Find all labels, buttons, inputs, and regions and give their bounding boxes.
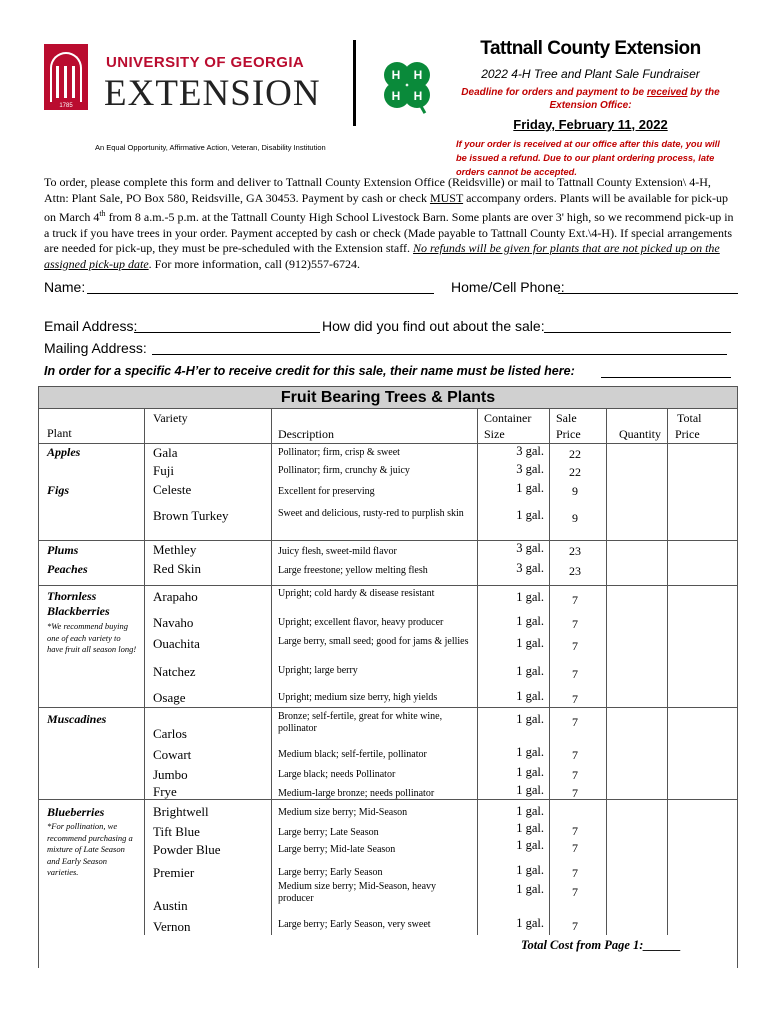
container-size: 3 gal. bbox=[516, 444, 544, 458]
container-size: 1 gal. bbox=[516, 821, 544, 835]
variety-description: Medium-large bronze; needs pollinator bbox=[278, 788, 435, 799]
svg-text:H: H bbox=[413, 89, 423, 103]
container-size: 1 gal. bbox=[516, 590, 544, 604]
variety-description: Upright; large berry bbox=[278, 665, 358, 676]
sale-price: 7 bbox=[572, 768, 578, 782]
order-instructions: To order, please complete this form and deliver to Tattnall County Extension Office (Reidsville) or mail to Tattnall County Extension\ 4-H, Attn: Plant Sale, PO Box 580, Reidsville, GA 30453. Payment by cash or check MUST accompany orders. Plants will be available for pick-up on March 4th from 8 a.m.-5 p.m. at the Tattnall County High School Livestock Barn. Some plants are over 3' high, so we recommend pick-up in a truck if you have trees in your order. Payment accepted by cash or check (Made payable to Tattnall County Ext.\4-H). If special arrangements are needed for pick-up, they must be pre-scheduled with the Extension staff. No refunds will be given for plants that are not picked up on the assigned pick-up date. For more information, call (912)557-6724. bbox=[44, 175, 734, 271]
name-label: Name: bbox=[44, 279, 86, 295]
svg-text:H: H bbox=[413, 68, 423, 82]
variety-name: Austin bbox=[153, 898, 188, 913]
mailing-address-input-line[interactable] bbox=[152, 354, 727, 355]
header-quantity: Quantity bbox=[619, 427, 661, 441]
header-info bbox=[448, 38, 733, 179]
no-refunds-policy: No refunds will be given for plants that are not picked up on the assigned pick-up date bbox=[44, 241, 720, 271]
container-size: 1 gal. bbox=[516, 765, 544, 779]
container-size: 1 gal. bbox=[516, 664, 544, 678]
variety-name: Ouachita bbox=[153, 636, 200, 651]
variety-description: Upright; medium size berry, high yields bbox=[278, 692, 438, 703]
header-divider bbox=[353, 40, 356, 126]
group-peaches: Peaches bbox=[47, 562, 88, 576]
variety-name: Arapaho bbox=[153, 589, 198, 604]
sale-price: 7 bbox=[572, 841, 578, 855]
container-size: 1 gal. bbox=[516, 481, 544, 495]
table-title: Fruit Bearing Trees & Plants bbox=[39, 387, 737, 409]
variety-description: Large freestone; yellow melting flesh bbox=[278, 565, 428, 576]
container-size: 3 gal. bbox=[516, 561, 544, 575]
container-size: 1 gal. bbox=[516, 689, 544, 703]
logo-year: 1785 bbox=[59, 103, 73, 109]
sale-price: 7 bbox=[572, 715, 578, 729]
container-size: 1 gal. bbox=[516, 745, 544, 759]
deadline-date: Friday, February 11, 2022 bbox=[513, 117, 668, 132]
group-blackberries: Thornless Blackberries bbox=[47, 589, 110, 618]
variety-description: Pollinator; firm, crisp & sweet bbox=[278, 447, 400, 458]
late-order-notice: If your order is received at our office after this date, you will be issued a refund. Due to our plant ordering process, late orders cannot be accepted. bbox=[456, 139, 720, 177]
variety-description: Large berry; Late Season bbox=[278, 827, 379, 838]
email-label: Email Address: bbox=[44, 318, 138, 334]
4h-clover-icon bbox=[377, 55, 437, 115]
deadline-notice: Deadline for orders and payment to be received by the Extension Office: bbox=[461, 87, 720, 111]
header-total: Total bbox=[677, 411, 702, 425]
blueberries-note: *For pollination, we recommend purchasing a mixture of Late Season and Early Season varieties. bbox=[47, 821, 133, 877]
variety-description: Juicy flesh, sweet-mild flavor bbox=[278, 546, 397, 557]
variety-description: Pollinator; firm, crunchy & juicy bbox=[278, 465, 410, 476]
sale-price: 7 bbox=[572, 786, 578, 800]
sale-price: 7 bbox=[572, 667, 578, 681]
variety-name: Carlos bbox=[153, 726, 187, 741]
sale-price: 7 bbox=[572, 617, 578, 631]
variety-name: Gala bbox=[153, 445, 178, 460]
uga-extension-logo bbox=[44, 44, 334, 116]
variety-description: Large black; needs Pollinator bbox=[278, 769, 396, 780]
variety-description: Large berry; Early Season bbox=[278, 867, 383, 878]
logo-university-name: UNIVERSITY OF GEORGIA bbox=[106, 54, 305, 71]
mailing-address-label: Mailing Address: bbox=[44, 340, 147, 356]
4h-credit-note: In order for a specific 4-H’er to receive credit for this sale, their name must be listed here: bbox=[44, 364, 575, 378]
container-size: 1 gal. bbox=[516, 636, 544, 650]
variety-name: Premier bbox=[153, 865, 195, 880]
fruit-order-table bbox=[38, 386, 738, 968]
container-size: 1 gal. bbox=[516, 508, 544, 522]
header-container: Container bbox=[484, 411, 532, 425]
sale-price: 22 bbox=[569, 465, 581, 479]
variety-name: Brightwell bbox=[153, 804, 209, 819]
variety-description: Large berry; Early Season, very sweet bbox=[278, 919, 431, 930]
sale-price: 7 bbox=[572, 692, 578, 706]
container-size: 1 gal. bbox=[516, 882, 544, 896]
blackberries-note: *We recommend buying one of each variety to have fruit all season long! bbox=[47, 621, 137, 654]
variety-description: Bronze; self-fertile, great for white wine, pollinator bbox=[278, 711, 443, 734]
container-size: 1 gal. bbox=[516, 614, 544, 628]
header-plant: Plant bbox=[47, 426, 72, 440]
variety-description: Large berry, small seed; good for jams & jellies bbox=[278, 636, 469, 647]
svg-text:H: H bbox=[391, 68, 401, 82]
header-variety: Variety bbox=[153, 411, 188, 425]
variety-name: Cowart bbox=[153, 747, 192, 762]
header-description: Description bbox=[278, 427, 334, 441]
header-price: Price bbox=[556, 427, 581, 441]
total-cost-from-page-1: Total Cost from Page 1:______ bbox=[521, 938, 681, 952]
variety-name: Celeste bbox=[153, 482, 192, 497]
variety-name: Fuji bbox=[153, 463, 174, 478]
equal-opportunity-statement: An Equal Opportunity, Affirmative Action, Veteran, Disability Institution bbox=[95, 143, 326, 152]
phone-label: Home/Cell Phone: bbox=[451, 279, 565, 295]
variety-name: Tift Blue bbox=[153, 824, 200, 839]
name-input-line[interactable] bbox=[87, 293, 434, 294]
page-title: Tattnall County Extension bbox=[480, 38, 701, 59]
sale-price: 7 bbox=[572, 748, 578, 762]
sale-price: 9 bbox=[572, 511, 578, 525]
variety-name: Vernon bbox=[153, 919, 191, 934]
page-subtitle: 2022 4-H Tree and Plant Sale Fundraiser bbox=[481, 67, 700, 81]
group-figs: Figs bbox=[47, 483, 70, 497]
sale-price: 23 bbox=[569, 544, 581, 558]
variety-name: Navaho bbox=[153, 615, 194, 630]
container-size: 1 gal. bbox=[516, 783, 544, 797]
variety-name: Powder Blue bbox=[153, 842, 221, 857]
container-size: 3 gal. bbox=[516, 462, 544, 476]
variety-name: Osage bbox=[153, 690, 186, 705]
variety-name: Red Skin bbox=[153, 561, 202, 576]
container-size: 1 gal. bbox=[516, 712, 544, 726]
variety-description: Sweet and delicious, rusty-red to purplish skin bbox=[278, 508, 464, 519]
container-size: 3 gal. bbox=[516, 541, 544, 555]
variety-name: Methley bbox=[153, 542, 197, 557]
variety-description: Medium size berry; Mid-Season bbox=[278, 807, 408, 818]
sale-price: 7 bbox=[572, 593, 578, 607]
header-total-price: Price bbox=[675, 427, 700, 441]
variety-name: Brown Turkey bbox=[153, 508, 229, 523]
heard-label: How did you find out about the sale: bbox=[322, 318, 545, 334]
variety-description: Upright; excellent flavor, heavy producer bbox=[278, 617, 444, 628]
variety-description: Medium size berry; Mid-Season, heavy producer bbox=[278, 881, 437, 904]
group-blueberries: Blueberries bbox=[47, 805, 105, 819]
container-size: 1 gal. bbox=[516, 863, 544, 877]
variety-description: Large berry; Mid-late Season bbox=[278, 844, 396, 855]
header-size: Size bbox=[484, 427, 505, 441]
4h-member-input-line[interactable] bbox=[601, 377, 731, 378]
group-muscadines: Muscadines bbox=[47, 712, 107, 726]
header-sale: Sale bbox=[556, 411, 577, 425]
sale-price: 7 bbox=[572, 639, 578, 653]
variety-description: Excellent for preserving bbox=[278, 486, 375, 497]
email-input-line[interactable] bbox=[134, 332, 320, 333]
sale-price: 7 bbox=[572, 824, 578, 838]
group-plums: Plums bbox=[47, 543, 79, 557]
sale-price: 7 bbox=[572, 866, 578, 880]
logo-extension-word: EXTENSION bbox=[104, 73, 321, 114]
sale-price: 7 bbox=[572, 919, 578, 933]
container-size: 1 gal. bbox=[516, 916, 544, 930]
variety-name: Frye bbox=[153, 784, 177, 799]
sale-price: 7 bbox=[572, 885, 578, 899]
svg-text:H: H bbox=[391, 89, 401, 103]
heard-input-line[interactable] bbox=[544, 332, 731, 333]
sale-price: 22 bbox=[569, 447, 581, 461]
container-size: 1 gal. bbox=[516, 838, 544, 852]
container-size: 1 gal. bbox=[516, 804, 544, 818]
variety-name: Natchez bbox=[153, 664, 196, 679]
group-apples: Apples bbox=[47, 445, 81, 459]
sale-price: 9 bbox=[572, 484, 578, 498]
variety-description: Upright; cold hardy & disease resistant bbox=[278, 588, 435, 599]
arch-logo-icon bbox=[44, 44, 88, 110]
phone-input-line[interactable] bbox=[558, 293, 738, 294]
sale-price: 23 bbox=[569, 564, 581, 578]
variety-name: Jumbo bbox=[153, 767, 188, 782]
variety-description: Medium black; self-fertile, pollinator bbox=[278, 749, 427, 760]
